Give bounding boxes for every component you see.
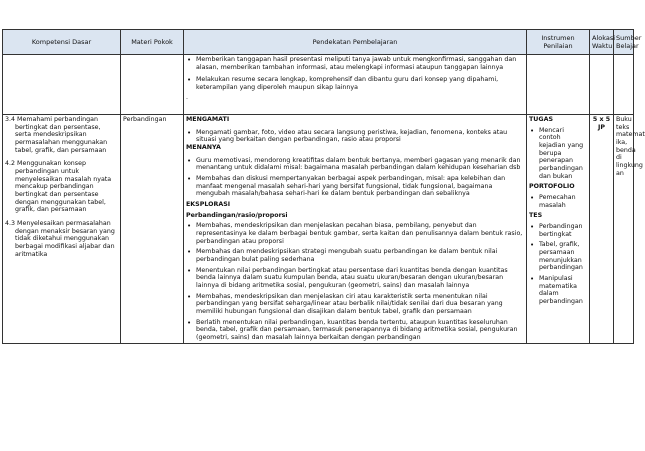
header-instrumen: Instrumen Penilaian — [527, 30, 590, 55]
list-item: • Mencari contoh kejadian yang berupa penerapan perbandingan dan bukan — [529, 127, 587, 181]
list-item: • Memberikan tanggapan hasil presentasi meliputi tanya jawab untuk mengkonfirmasi, sanggahan dan alasan, memberikan tambahan informasi, atau melengkapi informasi ataupun tanggapan lainnya — [186, 56, 524, 71]
instrumen-cell-empty — [527, 55, 590, 115]
list-item: • Membahas dan mendeskripsikan strategi mengubah suatu perbandingan ke dalam bentuk nilai perbandingan bulat paling sederhana — [186, 248, 524, 263]
portofolio-list — [529, 194, 587, 209]
header-alokasi: Alokasi Waktu — [590, 30, 614, 55]
tes-list — [529, 223, 587, 306]
header-row — [3, 30, 634, 55]
stray-dot: . — [186, 93, 189, 101]
list-item: • Membahas, mendeskripsikan dan menjelaskan pecahan biasa, pembilang, penyebut dan representasinya ke dalam berbagai bentuk gambar, serta kaitan dan penulisannya dalam bentuk rasio, perbandingan atau proporsi — [186, 222, 524, 245]
kompetensi-dasar-cell — [3, 115, 121, 344]
list-item: • Mengamati gambar, foto, video atau secara langsung peristiwa, kejadian, fenomena, konteks atau situasi yang berkaitan dengan perbandingan, rasio atau proporsi — [186, 129, 524, 144]
list-item: • Berlatih menentukan nilai perbandingan, kuantitas benda tertentu, ataupun kuantitas keseluruhan benda, tabel, grafik dan persamaan, termasuk penerapannya di bidang aritmetika sosial, pengukuran (geometri, sains) dan masalah lainnya berkaitan dengan perbandingan — [186, 319, 524, 342]
kd-cell-empty — [3, 55, 121, 115]
list-item: • Pemecahan masalah — [529, 194, 587, 209]
kd-item: 4.2 Menggunakan konsep perbandingan untuk menyelesaikan masalah nyata mencakup perbandingan bertingkat dan persentase dengan menggunakan tabel, grafik, dan persamaan — [5, 160, 112, 214]
header-kompetensi-dasar: Kompetensi Dasar — [3, 30, 121, 55]
materi-cell-empty — [121, 55, 184, 115]
section-heading-eksplorasi: EKSPLORASI — [186, 201, 231, 209]
list-item: • Menentukan nilai perbandingan bertingkat atau persentase dari kuantitas benda dengan kuantitas benda lainnya dalam suatu kumpulan benda, atau suatu ukuran/besaran dengan ukuran/besaran lainnya di bidang aritmetika sosial, pengukuran (geometri, sains) dan masalah lainnya — [186, 267, 524, 290]
header-sumber: Sumber Belajar — [614, 30, 634, 55]
instrumen-heading-portofolio: PORTOFOLIO — [529, 183, 575, 191]
pendekatan-cell — [184, 115, 527, 344]
menanya-list — [186, 157, 524, 198]
alokasi-cell: 5 x 5 JP — [590, 115, 614, 344]
instrumen-cell — [527, 115, 590, 344]
table-row — [3, 55, 634, 115]
list-item: • Guru memotivasi, mendorong kreatifitas dalam bentuk bertanya, memberi gagasan yang menarik dan menantang untuk didalami misal: bagaimana masalah perbandingan dalam kehidupan keseharian dsb — [186, 157, 524, 172]
instrumen-heading-tugas: TUGAS — [529, 116, 553, 123]
pendekatan-cell-continued — [184, 55, 527, 115]
header-materi-pokok: Materi Pokok — [121, 30, 184, 55]
section-subheading: Perbandingan/rasio/proporsi — [186, 211, 288, 219]
eksplorasi-list — [186, 222, 524, 341]
list-item: • Membahas, mendeskripsikan dan menjelaskan ciri atau karakteristik serta menentukan nilai perbandingan yang bersifat seharga/linear atau berbalik nilai/tidak senilai dari dua besaran yang memiliki hubungan fungsional dan disajikan dalam bentuk tabel, grafik dan persamaan — [186, 293, 524, 316]
syllabus-table — [2, 29, 645, 344]
resume-list — [186, 56, 524, 92]
instrumen-heading-tes: TES — [529, 212, 543, 220]
list-item: • Membahas dan diskusi mempertanyakan berbagai aspek perbandingan, misal: apa kelebihan dan manfaat mengenal masalah sehari-hari yang bersifat fungsional, tidak fungsional, bagaimana mengubah masalah/bahasa sehari-hari ke dalam bentuk perbandingan dan sebaliknya — [186, 175, 524, 198]
list-item: • Tabel, grafik, persamaan menunjukkan perbandingan — [529, 241, 587, 272]
list-item: • Perbandingan bertingkat — [529, 223, 587, 238]
sumber-cell: Buku teks matemat ika, benda di lingkung an — [614, 115, 634, 344]
sumber-cell-empty — [614, 55, 634, 115]
list-item: • Manipulasi matematika dalam perbandingan — [529, 275, 587, 306]
section-heading-mengamati: MENGAMATI — [186, 116, 230, 123]
mengamati-list — [186, 129, 524, 144]
kd-item: 3.4 Memahami perbandingan bertingkat dan persentase, serta mendeskripsikan permasalahan menggunakan tabel, grafik, dan persamaan — [5, 116, 108, 154]
table-row — [3, 115, 634, 344]
alokasi-cell-empty — [590, 55, 614, 115]
tugas-list — [529, 127, 587, 181]
kd-item: 4.3 Menyelesaikan permasalahan dengan menaksir besaran yang tidak diketahui menggunakan berbagai modifikasi aljabar dan aritmatika — [5, 220, 115, 258]
list-item: • Melakukan resume secara lengkap, komprehensif dan dibantu guru dari konsep yang dipahami, keterampilan yang diperoleh maupun sikap lainnya — [186, 76, 524, 91]
header-pendekatan: Pendekatan Pembelajaran — [184, 30, 527, 55]
section-heading-menanya: MENANYA — [186, 144, 221, 152]
materi-pokok-cell: Perbandingan — [121, 115, 184, 344]
